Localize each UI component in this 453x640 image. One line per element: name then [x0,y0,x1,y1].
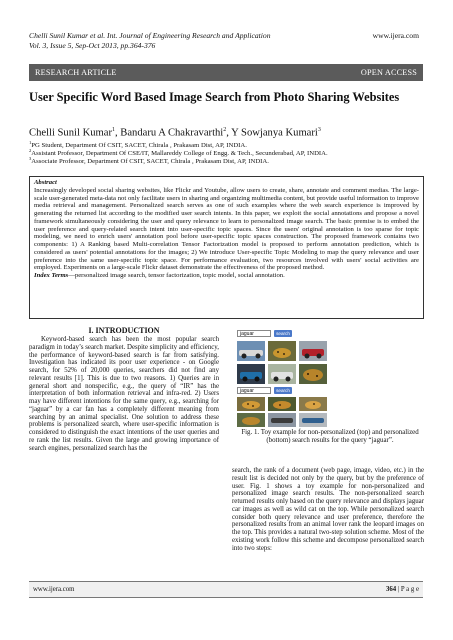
author-1: Chelli Sunil Kumar [29,127,112,139]
right-column [232,467,424,552]
footer-page-number [386,586,419,593]
header-website[interactable]: www.ijera.com [372,31,419,40]
result-image-cat-3 [237,413,265,427]
page-label: | P a g e [396,586,419,593]
author-1-sup: 1 [111,127,115,133]
abstract-box [29,176,424,319]
result-image-cat-1 [268,341,296,361]
open-access-label: OPEN ACCESS [360,68,417,77]
index-terms-label: Index Terms [34,272,69,279]
journal-header [29,31,329,51]
index-terms [34,272,419,280]
search-button-top: search [274,330,292,337]
result-image-car-2 [299,341,327,361]
author-3: Y Sowjanya Kumari [231,127,318,139]
result-image-cat-2 [299,364,327,384]
affiliation-3: $^3$Associate Professor, Department Of CSIT, SACET, Chirala , Prakasam Dist, AP, INDIA. [29,156,269,166]
result-image-leopard-2 [268,397,296,411]
query-box-bottom: jaguar [237,387,271,394]
query-box-top: jaguar [237,330,271,337]
index-terms-text: —personalized image search, tensor factorization, topic model, social annotation. [68,272,285,279]
author-3-sup: 3 [317,127,321,133]
introduction-text: Keyword-based search has been the most popular search paradigm in today’s search market. Despite simplicity and efficiency, the performance of keyword-based search is far from satisfying. Investigation has indicated its poor user experience - on Google search, for 52% of 20,000 queries, searchers did not find any relevant results [1]. This is due to two reasons. 1) Queries are in general short and nonspecific, e.g., the query of “IR” has the interpretation of both information retrieval and infra-red. 2) Users may have different intentions for the same query, e.g., searching for “jaguar” by a car fan has a completely different meaning from searching by an animal specialist. One solution to address these problems is personalized search, where user-specific information is considered to distinguish the exact intentions of the user queries and re rank the list results. Given the large and growing importance of search engines, personalized search has the [29,336,219,452]
result-image-leopard-3 [299,397,327,411]
result-image-car-1 [237,341,265,361]
result-image-car-3 [237,364,265,384]
author-list: Chelli Sunil Kumar$^1$, Bandaru A Chakravarthi$^2$, Y Sowjanya Kumari$^3$ [29,127,321,139]
journal-line2: Vol. 3, Issue 5, Sep-Oct 2013, pp.364-376 [29,41,156,50]
paper-title: User Specific Word Based Image Search from Photo Sharing Websites [29,90,400,104]
figure-1 [237,327,423,427]
search-bar-top [237,329,292,337]
affiliation-2: $^2$Assistant Professor, Department Of CSE/IT, Mallareddy College of Engg. & Tech., Secunderabad, AP, INDIA. [29,148,328,158]
result-image-car-4 [268,364,296,384]
page-number: 364 [385,586,397,593]
page-footer [29,581,423,598]
right-column-text: search, the rank of a document (web page, image, video, etc.) in the result list is decided not only by the query, but by the preference of user. Fig. 1 shows a toy example for non-personalized and personalized image search results. The non-personalized search returned results only based on the query relevance and displays jaguar car images as well as wild cat on the top. While personalized search consider both query relevance and user preference, therefore the personalized results from an animal lover rank the leopard images on the top. This provides a natural two-step solution scheme. Most of the existing work follow this scheme and decompose personalized search into two steps: [232,467,424,552]
affiliation-1: $^1$PG Student, Department Of CSIT, SACET, Chirala , Prakasam Dist, AP, INDIA. [29,140,247,150]
introduction-column [29,326,219,452]
search-button-bottom: search [274,387,292,394]
abstract-heading: Abstract [34,179,57,186]
journal-line1: Chelli Sunil Kumar et al. Int. Journal of Engineering Research and Application [29,31,271,40]
article-banner [29,64,423,81]
result-image-car-6 [299,413,327,427]
author-2: Bandaru A Chakravarthi [120,127,224,139]
figure-caption: Fig. 1. Toy example for non-personalized (top) and personalized (bottom) search results for the query “jaguar”. [241,429,419,444]
result-image-leopard-1 [237,397,265,411]
footer-website[interactable]: www.ijera.com [33,586,75,593]
result-image-car-5 [268,413,296,427]
introduction-heading: I. INTRODUCTION [88,326,160,335]
abstract-body: Increasingly developed social sharing websites, like Flickr and Youtube, allow users to create, share, annotate and comment medias. The large-scale user-generated meta-data not only facilitate users in sharing and organizing multimedia content, but provide useful information to improve media retrieval and management. Personalized search serves as one of such examples where the web search experience is improved by generating the returned list according to the modified user search intents. In this paper, we exploit the social annotations and propose a novel framework simultaneously considering the user and query relevance to learn to personalized image search. The basic premise is to embed the user preference and query-related search intent into user-specific topic spaces. Since the users' original annotation is too sparse for topic modeling, we need to enrich users' annotation pool before user-specific topic spaces construction. The proposed framework contains two components: 1) A Ranking based Multi-correlation Tensor Factorization model is proposed to perform annotation prediction, which is considered as users' potential annotations for the images; 2) We introduce User-specific Topic Modeling to map the query relevance and user preference into the same user-specific topic space. For performance evaluation, two resources involved with users' social activities are employed. Experiments on a large-scale Flickr dataset demonstrate the effectiveness of the proposed method. [34,186,419,272]
research-article-label: RESEARCH ARTICLE [35,68,117,77]
author-2-sup: 2 [223,127,227,133]
search-bar-bottom [237,386,292,394]
